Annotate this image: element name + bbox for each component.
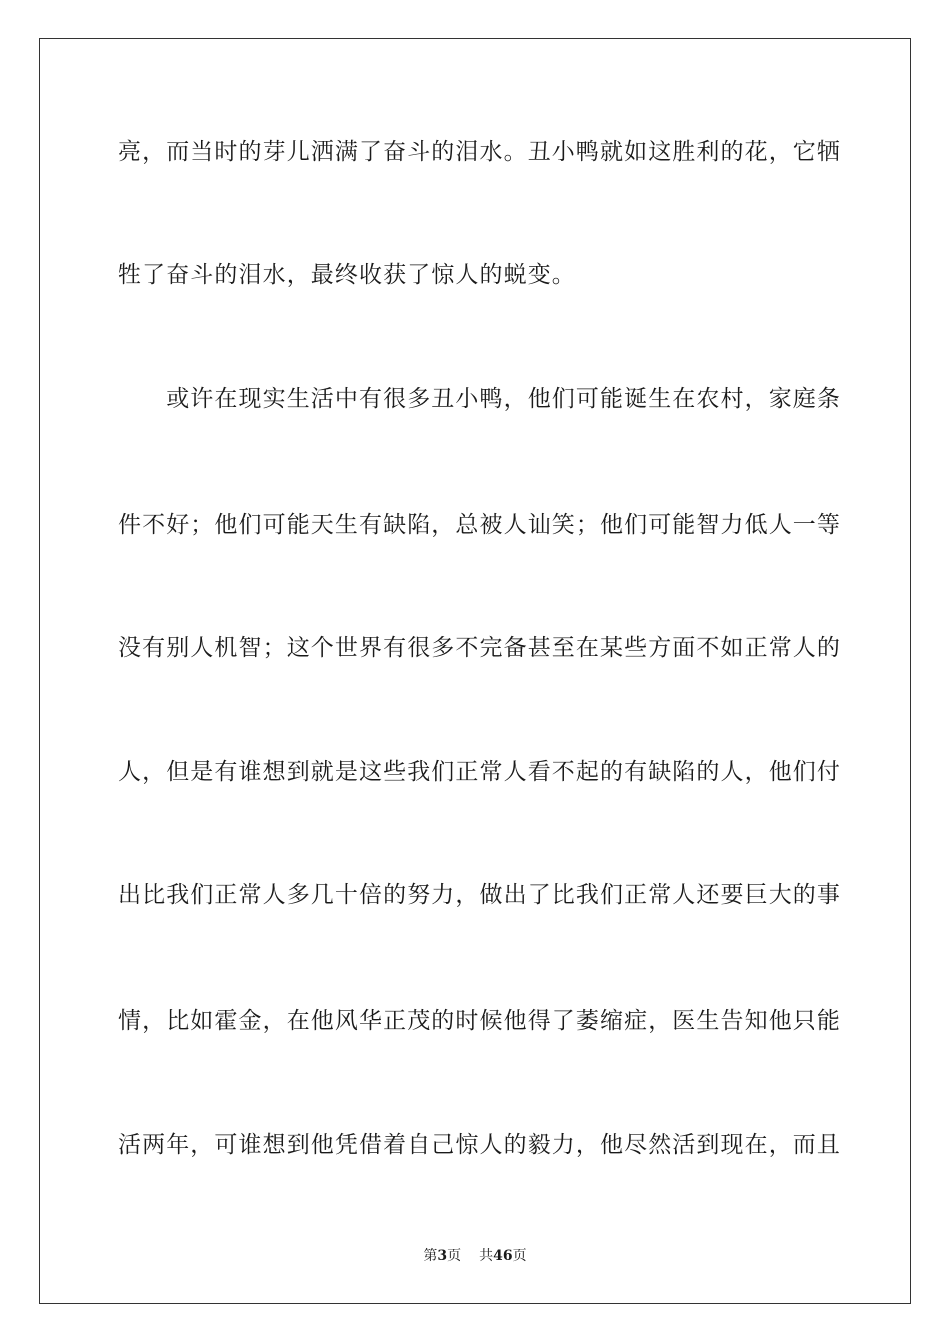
page-number-label: 第3页 bbox=[423, 1248, 462, 1264]
paragraph-line: 亮，而当时的芽儿洒满了奋斗的泪水。丑小鸭就如这胜利的花，它牺 bbox=[118, 139, 841, 165]
paragraph-line: 活两年，可谁想到他凭借着自己惊人的毅力，他尽然活到现在，而且 bbox=[118, 1132, 841, 1158]
page-footer bbox=[0, 1246, 950, 1266]
total-pages-label: 共46页 bbox=[479, 1248, 527, 1264]
paragraph-line: 人，但是有谁想到就是这些我们正常人看不起的有缺陷的人，他们付 bbox=[118, 759, 841, 785]
paragraph-line: 出比我们正常人多几十倍的努力，做出了比我们正常人还要巨大的事 bbox=[118, 882, 841, 908]
paragraph-line: 件不好；他们可能天生有缺陷，总被人讪笑；他们可能智力低人一等 bbox=[118, 512, 841, 538]
paragraph-line: 或许在现实生活中有很多丑小鸭，他们可能诞生在农村，家庭条 bbox=[118, 386, 841, 412]
paragraph-line: 情，比如霍金，在他风华正茂的时候他得了萎缩症，医生告知他只能 bbox=[118, 1008, 841, 1034]
page-border bbox=[39, 38, 911, 1304]
paragraph-line: 牲了奋斗的泪水，最终收获了惊人的蜕变。 bbox=[118, 262, 576, 288]
paragraph-line: 没有别人机智；这个世界有很多不完备甚至在某些方面不如正常人的 bbox=[118, 635, 841, 661]
